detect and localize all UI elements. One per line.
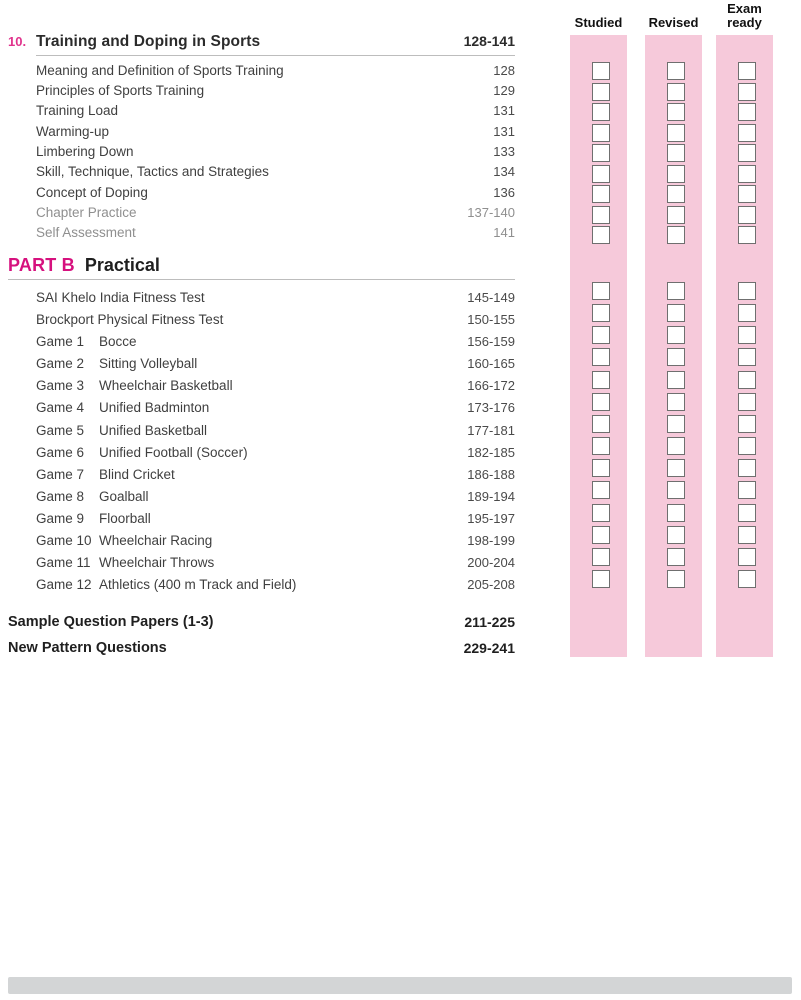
- tracker-checkbox[interactable]: [738, 415, 756, 433]
- chapter-item-list: [36, 60, 515, 243]
- tracker-checkbox[interactable]: [667, 185, 685, 203]
- toc-item-label: Skill, Technique, Tactics and Strategies: [36, 164, 269, 180]
- toc-game-label: Game 4: [36, 400, 85, 416]
- tracker-band-revised: [645, 35, 702, 657]
- toc-item-label: Wheelchair Basketball: [99, 378, 233, 394]
- tracker-header-revised: Revised: [648, 14, 699, 30]
- chapter-heading: [8, 33, 515, 51]
- toc-item-pages: 195-197: [467, 511, 515, 527]
- tracker-checkbox[interactable]: [592, 83, 610, 101]
- toc-row: [36, 202, 515, 222]
- toc-item-label: SAI Khelo India Fitness Test: [36, 289, 205, 305]
- tracker-checkbox[interactable]: [667, 348, 685, 366]
- toc-game-label: Game 9: [36, 511, 85, 527]
- toc-row: [36, 463, 515, 485]
- toc-game-label: Game 7: [36, 466, 85, 482]
- tracker-checkbox[interactable]: [738, 165, 756, 183]
- bottom-decoration-bar: [8, 977, 792, 994]
- toc-item-label: Blind Cricket: [99, 466, 175, 482]
- tracker-checkbox[interactable]: [592, 103, 610, 121]
- tracker-checkbox[interactable]: [738, 206, 756, 224]
- toc-row: [36, 419, 515, 441]
- tracker-checkbox[interactable]: [592, 144, 610, 162]
- tracker-checkbox[interactable]: [738, 570, 756, 588]
- chapter-number: 10.: [8, 34, 27, 49]
- toc-item-pages: 134: [493, 164, 515, 180]
- tracker-checkbox[interactable]: [592, 282, 610, 300]
- toc-item-pages: 173-176: [467, 400, 515, 416]
- tracker-checkbox[interactable]: [592, 226, 610, 244]
- tracker-checkbox[interactable]: [667, 393, 685, 411]
- footer-entry-row: [8, 609, 515, 635]
- tracker-checkbox[interactable]: [738, 548, 756, 566]
- toc-item-label: Unified Badminton: [99, 400, 210, 416]
- toc-row: [36, 397, 515, 419]
- toc-row: [36, 141, 515, 161]
- toc-item-label: Wheelchair Racing: [99, 533, 213, 549]
- tracker-checkbox[interactable]: [592, 459, 610, 477]
- toc-content: [8, 33, 515, 661]
- toc-item-pages: 137-140: [467, 205, 515, 221]
- tracker-checkbox[interactable]: [667, 124, 685, 142]
- toc-item-label: Floorball: [99, 511, 151, 527]
- toc-item-label: Self Assessment: [36, 225, 136, 241]
- tracker-header-exam-ready: Exam ready: [727, 1, 762, 30]
- tracker-checkbox[interactable]: [667, 459, 685, 477]
- tracker-checkbox[interactable]: [667, 144, 685, 162]
- toc-game-label: Game 1: [36, 333, 85, 349]
- toc-row: [36, 353, 515, 375]
- toc-row: [36, 60, 515, 80]
- tracker-checkbox[interactable]: [667, 504, 685, 522]
- part-b-item-list: [36, 286, 515, 596]
- toc-item-pages: 128: [493, 62, 515, 78]
- tracker-checkbox[interactable]: [592, 185, 610, 203]
- footer-entry-list: [8, 609, 515, 661]
- toc-item-pages: 156-159: [467, 333, 515, 349]
- toc-row: [36, 223, 515, 243]
- tracker-checkbox[interactable]: [667, 548, 685, 566]
- tracker-checkbox[interactable]: [738, 124, 756, 142]
- tracker-checkbox[interactable]: [592, 62, 610, 80]
- toc-row: [36, 574, 515, 596]
- toc-row: [36, 182, 515, 202]
- tracker-checkbox[interactable]: [592, 304, 610, 322]
- tracker-checkbox[interactable]: [592, 415, 610, 433]
- tracker-checkbox[interactable]: [667, 371, 685, 389]
- tracker-checkbox[interactable]: [667, 165, 685, 183]
- toc-row: [36, 101, 515, 121]
- tracker-checkbox[interactable]: [667, 226, 685, 244]
- tracker-checkbox[interactable]: [738, 83, 756, 101]
- tracker-band-studied: [570, 35, 627, 657]
- tracker-header-studied: Studied: [574, 14, 623, 30]
- toc-item-pages: 160-165: [467, 356, 515, 372]
- tracker-checkbox[interactable]: [592, 124, 610, 142]
- chapter-rule: [36, 55, 515, 56]
- tracker-checkbox[interactable]: [738, 62, 756, 80]
- tracker-checkbox[interactable]: [592, 437, 610, 455]
- tracker-checkbox[interactable]: [738, 481, 756, 499]
- toc-game-label: Game 10: [36, 533, 92, 549]
- toc-item-pages: 150-155: [467, 311, 515, 327]
- tracker-checkbox[interactable]: [592, 526, 610, 544]
- toc-row: [36, 552, 515, 574]
- tracker-checkbox[interactable]: [667, 326, 685, 344]
- tracker-checkbox[interactable]: [667, 62, 685, 80]
- toc-item-pages: 166-172: [467, 378, 515, 394]
- toc-item-label: Principles of Sports Training: [36, 83, 205, 99]
- toc-row: [36, 162, 515, 182]
- footer-entry-row: [8, 635, 515, 661]
- toc-item-label: Unified Basketball: [99, 422, 208, 438]
- footer-entry-pages: 211-225: [464, 614, 515, 631]
- toc-game-label: Game 6: [36, 444, 85, 460]
- toc-item-pages: 129: [493, 83, 515, 99]
- tracker-checkbox[interactable]: [667, 83, 685, 101]
- toc-item-pages: 200-204: [467, 555, 515, 571]
- footer-entry-label: Sample Question Papers (1-3): [8, 614, 214, 631]
- toc-item-pages: 131: [493, 123, 515, 139]
- toc-item-label: Concept of Doping: [36, 184, 148, 200]
- tracker-checkbox[interactable]: [738, 371, 756, 389]
- part-b-label: PART B: [8, 255, 75, 276]
- chapter-pages: 128-141: [463, 33, 515, 49]
- toc-item-pages: 136: [493, 184, 515, 200]
- toc-item-pages: 205-208: [467, 577, 515, 593]
- toc-item-label: Warming-up: [36, 123, 110, 139]
- tracker-checkbox[interactable]: [592, 371, 610, 389]
- toc-item-pages: 133: [493, 144, 515, 160]
- toc-row: [36, 308, 515, 330]
- tracker-checkbox[interactable]: [738, 459, 756, 477]
- toc-item-label: Brockport Physical Fitness Test: [36, 311, 224, 327]
- toc-game-label: Game 2: [36, 356, 85, 372]
- tracker-checkbox[interactable]: [667, 103, 685, 121]
- toc-item-label: Bocce: [99, 333, 137, 349]
- tracker-checkbox[interactable]: [667, 481, 685, 499]
- tracker-checkbox[interactable]: [738, 526, 756, 544]
- toc-item-pages: 189-194: [467, 488, 515, 504]
- tracker-checkbox[interactable]: [592, 570, 610, 588]
- toc-row: [36, 375, 515, 397]
- tracker-checkbox[interactable]: [738, 504, 756, 522]
- part-b-heading: [8, 255, 515, 276]
- tracker-checkbox[interactable]: [592, 348, 610, 366]
- toc-row: [36, 286, 515, 308]
- part-b-title: Practical: [84, 255, 160, 276]
- toc-game-label: Game 11: [36, 555, 91, 571]
- toc-item-label: Goalball: [99, 488, 149, 504]
- chapter-title: Training and Doping in Sports: [36, 33, 261, 50]
- tracker-checkbox[interactable]: [738, 393, 756, 411]
- toc-game-label: Game 3: [36, 378, 85, 394]
- tracker-checkbox[interactable]: [738, 326, 756, 344]
- tracker-checkbox[interactable]: [667, 437, 685, 455]
- tracker-checkbox[interactable]: [592, 548, 610, 566]
- tracker-checkbox[interactable]: [592, 326, 610, 344]
- tracker-checkbox[interactable]: [667, 304, 685, 322]
- tracker-checkbox[interactable]: [592, 393, 610, 411]
- toc-item-pages: 186-188: [467, 466, 515, 482]
- tracker-checkbox[interactable]: [738, 304, 756, 322]
- footer-entry-label: New Pattern Questions: [8, 640, 167, 657]
- tracker-checkbox[interactable]: [592, 206, 610, 224]
- tracker-checkbox[interactable]: [738, 185, 756, 203]
- toc-item-pages: 145-149: [467, 289, 515, 305]
- tracker-checkbox[interactable]: [738, 282, 756, 300]
- tracker-checkbox[interactable]: [592, 481, 610, 499]
- toc-row: [36, 530, 515, 552]
- tracker-checkbox[interactable]: [738, 437, 756, 455]
- toc-row: [36, 508, 515, 530]
- toc-item-label: Meaning and Definition of Sports Training: [36, 62, 284, 78]
- toc-row: [36, 330, 515, 352]
- tracker-checkbox[interactable]: [738, 348, 756, 366]
- tracker-checkbox[interactable]: [592, 165, 610, 183]
- part-b-rule: [8, 279, 515, 280]
- toc-item-label: Limbering Down: [36, 144, 134, 160]
- toc-item-label: Wheelchair Throws: [99, 555, 215, 571]
- tracker-checkbox[interactable]: [667, 282, 685, 300]
- toc-row: [36, 121, 515, 141]
- tracker-checkbox[interactable]: [667, 526, 685, 544]
- tracker-band-exam-ready: [716, 35, 773, 657]
- toc-row: [36, 80, 515, 100]
- tracker-checkbox[interactable]: [667, 206, 685, 224]
- tracker-checkbox[interactable]: [738, 226, 756, 244]
- toc-game-label: Game 8: [36, 488, 85, 504]
- toc-item-label: Sitting Volleyball: [99, 356, 198, 372]
- tracker-checkbox[interactable]: [667, 570, 685, 588]
- tracker-checkbox[interactable]: [667, 415, 685, 433]
- toc-row: [36, 485, 515, 507]
- tracker-checkbox[interactable]: [738, 103, 756, 121]
- toc-item-label: Unified Football (Soccer): [99, 444, 248, 460]
- toc-game-label: Game 12: [36, 577, 92, 593]
- toc-item-pages: 131: [493, 103, 515, 119]
- footer-entry-pages: 229-241: [463, 640, 515, 657]
- toc-item-pages: 182-185: [467, 444, 515, 460]
- toc-item-label: Chapter Practice: [36, 205, 137, 221]
- toc-row: [36, 441, 515, 463]
- toc-item-pages: 177-181: [467, 422, 515, 438]
- tracker-checkbox[interactable]: [592, 504, 610, 522]
- toc-item-pages: 141: [493, 225, 515, 241]
- tracker-checkbox[interactable]: [738, 144, 756, 162]
- toc-item-pages: 198-199: [467, 533, 515, 549]
- toc-game-label: Game 5: [36, 422, 85, 438]
- toc-item-label: Athletics (400 m Track and Field): [99, 577, 297, 593]
- toc-item-label: Training Load: [36, 103, 119, 119]
